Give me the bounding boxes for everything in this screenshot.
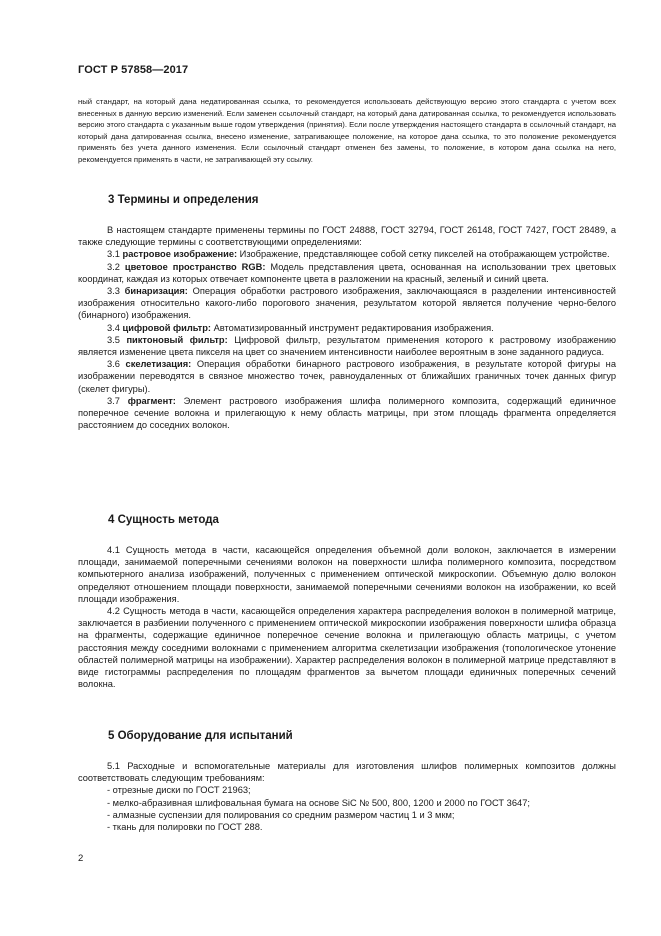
term-number: 3.4 [107, 322, 123, 333]
list-item: - ткань для полировки по ГОСТ 288. [107, 822, 263, 833]
term-number: 3.3 [107, 286, 125, 297]
intro-paragraph-block [78, 96, 616, 166]
term-name: скелетизация: [125, 359, 192, 370]
term-definition: Операция обработки бинарного растрового изображения, в результате которой фигуры на изображении переводятся в связное множество точек, равноудаленных от ближайших граничных точек данных фигур (скелет фигуры). [78, 359, 616, 394]
term-definition: Модель представления цвета, основанная на использовании трех цветовых координат, каждая из которых отвечает компоненте цвета в разложении на красный, зеленый и синий цвета. [78, 261, 616, 284]
term-3-6 [78, 358, 616, 395]
term-name: пиктоновый фильтр: [126, 334, 228, 345]
term-3-3 [78, 285, 616, 322]
term-name: цифровой фильтр: [122, 322, 211, 333]
intro-paragraph: ный стандарт, на который дана недатированная ссылка, то рекомендуется использовать действующую версию этого стандарта с учетом всех внесенных в данную версию изменений. Если заменен ссылочный стандарт, на который дана датированная ссылка, то рекомендуется использовать версию этого стандарта с указанным выше годом утверждения (принятия). Если после утверждения настоящего стандарта в ссылочный стандарт, на который дана датированная ссылка, внесено изменение, затрагивающее положение, на которое дана ссылка, то это положение рекомендуется применять без учета данного изменения. Если ссылочный стандарт отменен без замены, то положение, в котором дана ссылка на него, рекомендуется применять в части, не затрагивающей эту ссылку. [78, 97, 616, 164]
term-3-5 [78, 334, 616, 358]
term-3-4 [78, 322, 616, 334]
page-number: 2 [78, 853, 84, 864]
materials-list [78, 784, 616, 833]
list-item: - мелко-абразивная шлифовальная бумага на основе SiC № 500, 800, 1200 и 2000 по ГОСТ 3647; [107, 797, 530, 808]
term-number: 3.5 [107, 334, 127, 345]
term-3-2 [78, 261, 616, 285]
term-number: 3.6 [107, 359, 126, 370]
term-definition: Цифровой фильтр, результатом применения которого к растровому изображению является изменение цвета пикселя на цвет со значением интенсивности наиболее вероятным в зоне заданного радиуса. [78, 334, 616, 358]
list-item: - алмазные суспензии для полирования со средним размером частиц 1 и 3 мкм; [107, 809, 455, 820]
term-definition: Операция обработки растрового изображения, заключающаяся в разделении интенсивностей изображения относительно какого-либо порогового значения, результатом которой является получение черно-белого (бинарного) изображения. [78, 286, 616, 321]
section-5-body [78, 760, 616, 833]
term-name: цветовое пространство RGB: [124, 261, 266, 272]
section-3-body [78, 224, 616, 431]
section-4-title: 4 Сущность метода [108, 514, 219, 526]
document-header: ГОСТ Р 57858—2017 [78, 64, 189, 76]
section-5-1: 5.1 Расходные и вспомогательные материалы для изготовления шлифов полимерных композитов должны соответствовать следующим требованиям: [78, 761, 616, 784]
term-number: 3.7 [107, 395, 128, 406]
term-number: 3.1 [107, 249, 123, 260]
section-4-1: 4.1 Сущность метода в части, касающейся определения объемной доли волокон, заключается в измерении площади, занимаемой поперечными сечениями волокон на поверхности шлифа полимерного композита, посредством компьютерного анализа изображений, полученных с применением оптической микроскопии. Объемную долю волокон определяют отношением площади поверхности, занимаемой поперечными сечениями волокон на изображении, ко всей площади изображения. [78, 545, 616, 604]
term-number: 3.2 [107, 261, 125, 272]
term-name: фрагмент: [127, 395, 176, 406]
section-3-intro: В настоящем стандарте применены термины по ГОСТ 24888, ГОСТ 32794, ГОСТ 26148, ГОСТ 7427, ГОСТ 28489, а также следующие термины с соответствующими определениями: [78, 225, 616, 248]
term-definition: Автоматизированный инструмент редактирования изображения. [211, 322, 494, 333]
section-3-title: 3 Термины и определения [108, 194, 259, 206]
section-4-2: 4.2 Сущность метода в части, касающейся определения характера распределения волокон в полимерной матрице, заключается в разбиении полученного с применением оптической микроскопии изображения поверхности шлифа образца на фрагменты, содержащие единичное поперечное сечение волокна и прилегающую область матрицы, с учетом расстояния между соседними волокнами с применением алгоритма скелетизации изображения (топологическое утонение областей полимерной матрицы на изображении). Характер распределения волокон в полимерной матрице представляют в виде гистограммы распределения по площадям фрагментов за вычетом площади единичных поперечных сечений волокна. [78, 606, 616, 690]
term-definition: Изображение, представляющее собой сетку пикселей на отображающем устройстве. [237, 249, 610, 260]
list-item: - отрезные диски по ГОСТ 21963; [107, 785, 251, 796]
section-4-body [78, 544, 616, 690]
term-definition: Элемент растрового изображения шлифа полимерного композита, содержащий единичное поперечное сечение волокна и прилегающую к нему область матрицы, при этом площадь фрагмента определяется расстоянием до соседних волокон. [78, 395, 616, 431]
term-name: растровое изображение: [122, 249, 238, 260]
term-name: бинаризация: [124, 286, 188, 297]
section-5-title: 5 Оборудование для испытаний [108, 730, 293, 742]
term-3-1 [78, 248, 616, 260]
term-3-7 [78, 395, 616, 432]
